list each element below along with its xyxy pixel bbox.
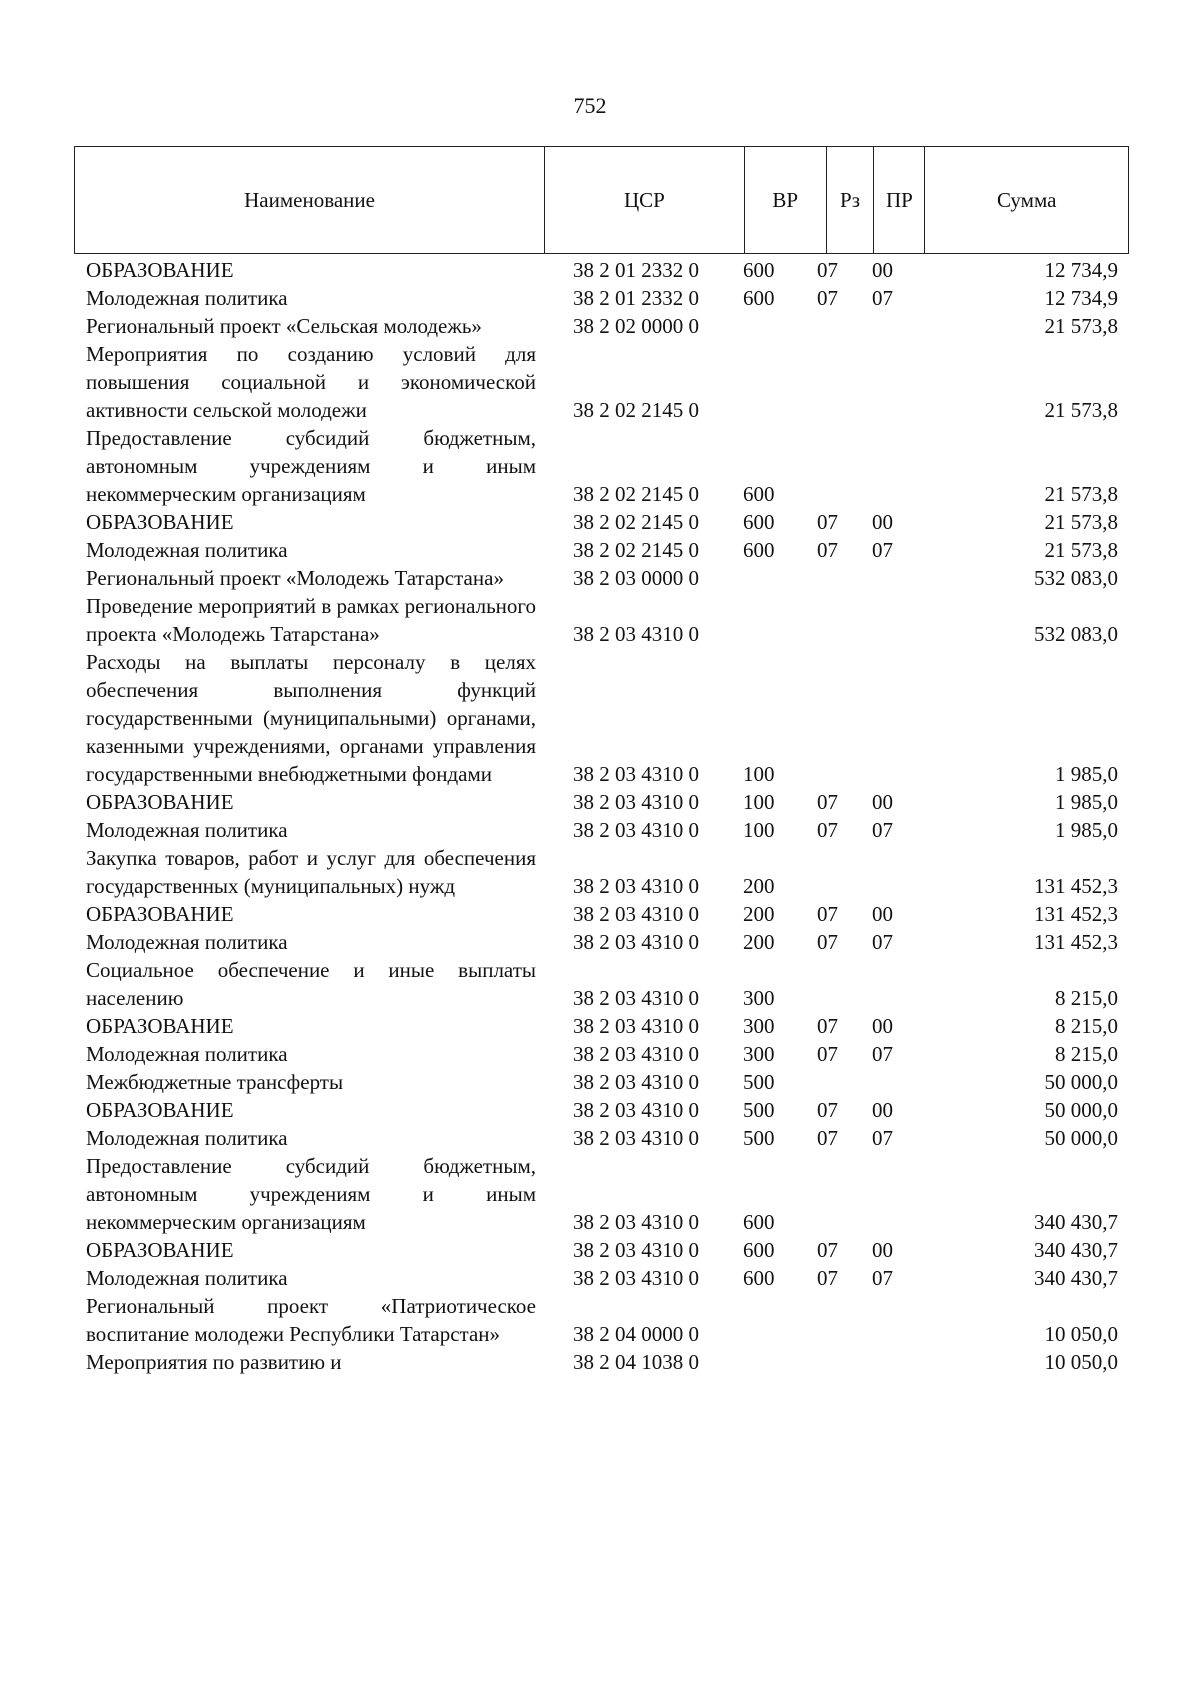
cell-rz: 07: [817, 1266, 838, 1290]
cell-csr: 38 2 01 2332 0: [573, 286, 699, 310]
table-row: [86, 928, 1130, 956]
cell-pr: 07: [872, 1126, 893, 1150]
cell-csr: 38 2 03 4310 0: [573, 818, 699, 842]
cell-rz: 07: [817, 902, 838, 926]
cell-sum: 131 452,3: [1034, 902, 1118, 926]
cell-csr: 38 2 03 4310 0: [573, 1210, 699, 1234]
cell-name: ОБРАЗОВАНИЕ: [86, 790, 234, 814]
cell-sum: 8 215,0: [1055, 1014, 1118, 1038]
table-row: [86, 508, 1130, 536]
table-row: [86, 1012, 1130, 1040]
cell-pr: 07: [872, 286, 893, 310]
header-pr: ПР: [874, 147, 925, 253]
table-row: [86, 1152, 1130, 1236]
cell-sum: 21 573,8: [1044, 510, 1118, 534]
cell-vr: 600: [743, 286, 775, 310]
cell-csr: 38 2 03 4310 0: [573, 762, 699, 786]
cell-name: Предоставление субсидий бюджетным, автономным учреждениям и иным некоммерческим организациям: [86, 426, 536, 506]
table-row: [86, 564, 1130, 592]
cell-name: Социальное обеспечение и иные выплаты населению: [86, 958, 536, 1010]
cell-pr: 07: [872, 538, 893, 562]
cell-vr: 100: [743, 790, 775, 814]
table-row: [86, 536, 1130, 564]
cell-pr: 07: [872, 930, 893, 954]
cell-sum: 131 452,3: [1034, 930, 1118, 954]
table-row: [86, 340, 1130, 424]
cell-rz: 07: [817, 510, 838, 534]
cell-name: Молодежная политика: [86, 286, 288, 310]
cell-vr: 100: [743, 818, 775, 842]
cell-sum: 532 083,0: [1034, 622, 1118, 646]
cell-pr: 07: [872, 1042, 893, 1066]
cell-name: ОБРАЗОВАНИЕ: [86, 902, 234, 926]
cell-sum: 340 430,7: [1034, 1210, 1118, 1234]
cell-rz: 07: [817, 538, 838, 562]
cell-vr: 600: [743, 1210, 775, 1234]
cell-sum: 50 000,0: [1044, 1098, 1118, 1122]
table-row: [86, 788, 1130, 816]
cell-csr: 38 2 03 4310 0: [573, 1042, 699, 1066]
cell-rz: 07: [817, 930, 838, 954]
cell-sum: 8 215,0: [1055, 986, 1118, 1010]
cell-sum: 12 734,9: [1044, 286, 1118, 310]
table-row: [86, 1292, 1130, 1348]
cell-rz: 07: [817, 818, 838, 842]
cell-sum: 12 734,9: [1044, 258, 1118, 282]
cell-vr: 300: [743, 986, 775, 1010]
cell-vr: 600: [743, 258, 775, 282]
cell-sum: 10 050,0: [1044, 1322, 1118, 1346]
cell-csr: 38 2 03 4310 0: [573, 1126, 699, 1150]
cell-csr: 38 2 03 4310 0: [573, 1098, 699, 1122]
cell-sum: 21 573,8: [1044, 314, 1118, 338]
cell-csr: 38 2 02 2145 0: [573, 482, 699, 506]
cell-vr: 500: [743, 1098, 775, 1122]
cell-sum: 10 050,0: [1044, 1350, 1118, 1374]
budget-table-body: [86, 256, 1130, 1376]
cell-vr: 600: [743, 1238, 775, 1262]
cell-sum: 532 083,0: [1034, 566, 1118, 590]
header-vr: ВР: [745, 147, 827, 253]
cell-csr: 38 2 03 4310 0: [573, 874, 699, 898]
cell-sum: 21 573,8: [1044, 538, 1118, 562]
cell-vr: 200: [743, 902, 775, 926]
cell-vr: 600: [743, 482, 775, 506]
cell-name: Молодежная политика: [86, 1042, 288, 1066]
table-row: [86, 1264, 1130, 1292]
table-row: [86, 284, 1130, 312]
cell-vr: 100: [743, 762, 775, 786]
cell-sum: 1 985,0: [1055, 790, 1118, 814]
cell-pr: 00: [872, 1014, 893, 1038]
table-row: [86, 844, 1130, 900]
cell-csr: 38 2 03 0000 0: [573, 566, 699, 590]
cell-name: Региональный проект «Патриотическое воспитание молодежи Республики Татарстан»: [86, 1294, 536, 1346]
table-row: [86, 1040, 1130, 1068]
cell-csr: 38 2 03 4310 0: [573, 902, 699, 926]
cell-rz: 07: [817, 258, 838, 282]
page-number: 752: [573, 93, 607, 118]
cell-name: Предоставление субсидий бюджетным, автономным учреждениям и иным некоммерческим организациям: [86, 1154, 536, 1234]
cell-vr: 500: [743, 1070, 775, 1094]
cell-sum: 21 573,8: [1044, 482, 1118, 506]
cell-sum: 340 430,7: [1034, 1266, 1118, 1290]
table-row: [86, 592, 1130, 648]
cell-name: Мероприятия по развитию и: [86, 1350, 342, 1374]
header-csr: ЦСР: [545, 147, 745, 253]
cell-name: Молодежная политика: [86, 818, 288, 842]
cell-name: Молодежная политика: [86, 1126, 288, 1150]
cell-csr: 38 2 02 2145 0: [573, 538, 699, 562]
table-row: [86, 256, 1130, 284]
table-row: [86, 424, 1130, 508]
cell-sum: 8 215,0: [1055, 1042, 1118, 1066]
cell-pr: 00: [872, 258, 893, 282]
table-row: [86, 1236, 1130, 1264]
cell-name: Межбюджетные трансферты: [86, 1070, 344, 1094]
header-rz: Рз: [827, 147, 875, 253]
table-row: [86, 648, 1130, 788]
cell-name: Региональный проект «Сельская молодежь»: [86, 314, 482, 338]
cell-name: Молодежная политика: [86, 930, 288, 954]
cell-rz: 07: [817, 1042, 838, 1066]
cell-sum: 1 985,0: [1055, 762, 1118, 786]
cell-csr: 38 2 02 2145 0: [573, 398, 699, 422]
cell-name: Закупка товаров, работ и услуг для обеспечения государственных (муниципальных) нужд: [86, 846, 536, 898]
cell-vr: 600: [743, 510, 775, 534]
cell-sum: 340 430,7: [1034, 1238, 1118, 1262]
cell-pr: 00: [872, 510, 893, 534]
cell-pr: 00: [872, 902, 893, 926]
cell-vr: 300: [743, 1042, 775, 1066]
cell-name: Молодежная политика: [86, 1266, 288, 1290]
cell-rz: 07: [817, 1238, 838, 1262]
cell-name: ОБРАЗОВАНИЕ: [86, 1238, 234, 1262]
cell-name: ОБРАЗОВАНИЕ: [86, 1014, 234, 1038]
cell-csr: 38 2 04 1038 0: [573, 1350, 699, 1374]
cell-csr: 38 2 04 0000 0: [573, 1322, 699, 1346]
table-row: [86, 1096, 1130, 1124]
cell-pr: 00: [872, 1098, 893, 1122]
cell-pr: 07: [872, 818, 893, 842]
cell-pr: 00: [872, 790, 893, 814]
cell-rz: 07: [817, 1098, 838, 1122]
cell-sum: 1 985,0: [1055, 818, 1118, 842]
cell-csr: 38 2 03 4310 0: [573, 1266, 699, 1290]
table-row: [86, 1068, 1130, 1096]
cell-csr: 38 2 02 2145 0: [573, 510, 699, 534]
cell-csr: 38 2 03 4310 0: [573, 1238, 699, 1262]
header-sum: Сумма: [996, 188, 1057, 212]
cell-vr: 500: [743, 1126, 775, 1150]
cell-vr: 300: [743, 1014, 775, 1038]
table-row: [86, 816, 1130, 844]
table-row: [86, 312, 1130, 340]
cell-name: ОБРАЗОВАНИЕ: [86, 258, 234, 282]
cell-rz: 07: [817, 286, 838, 310]
cell-pr: 07: [872, 1266, 893, 1290]
cell-rz: 07: [817, 1126, 838, 1150]
table-row: [86, 956, 1130, 1012]
cell-csr: 38 2 03 4310 0: [573, 930, 699, 954]
cell-vr: 600: [743, 1266, 775, 1290]
header-name: Наименование: [75, 147, 545, 253]
cell-vr: 600: [743, 538, 775, 562]
cell-sum: 50 000,0: [1044, 1070, 1118, 1094]
cell-name: Расходы на выплаты персоналу в целях обеспечения выполнения функций государственными (муниципальными) органами, казенными учреждениями, органами управления государственными внебюджетными фондами: [86, 650, 536, 786]
cell-name: Проведение мероприятий в рамках регионального проекта «Молодежь Татарстана»: [86, 594, 536, 646]
table-row: [86, 1348, 1130, 1376]
cell-name: ОБРАЗОВАНИЕ: [86, 1098, 234, 1122]
cell-csr: 38 2 03 4310 0: [573, 790, 699, 814]
cell-rz: 07: [817, 1014, 838, 1038]
cell-vr: 200: [743, 930, 775, 954]
cell-name: Региональный проект «Молодежь Татарстана»: [86, 566, 504, 590]
cell-rz: 07: [817, 790, 838, 814]
cell-vr: 200: [743, 874, 775, 898]
cell-csr: 38 2 03 4310 0: [573, 1070, 699, 1094]
cell-csr: 38 2 03 4310 0: [573, 622, 699, 646]
cell-sum: 21 573,8: [1044, 398, 1118, 422]
cell-name: ОБРАЗОВАНИЕ: [86, 510, 234, 534]
cell-csr: 38 2 03 4310 0: [573, 986, 699, 1010]
table-row: [86, 900, 1130, 928]
cell-csr: 38 2 03 4310 0: [573, 1014, 699, 1038]
cell-csr: 38 2 02 0000 0: [573, 314, 699, 338]
cell-sum: 131 452,3: [1034, 874, 1118, 898]
cell-sum: 50 000,0: [1044, 1126, 1118, 1150]
table-row: [86, 1124, 1130, 1152]
cell-name: Мероприятия по созданию условий для повышения социальной и экономической активности сельской молодежи: [86, 342, 536, 422]
cell-name: Молодежная политика: [86, 538, 288, 562]
table-header: [74, 146, 1129, 254]
cell-csr: 38 2 01 2332 0: [573, 258, 699, 282]
cell-pr: 00: [872, 1238, 893, 1262]
